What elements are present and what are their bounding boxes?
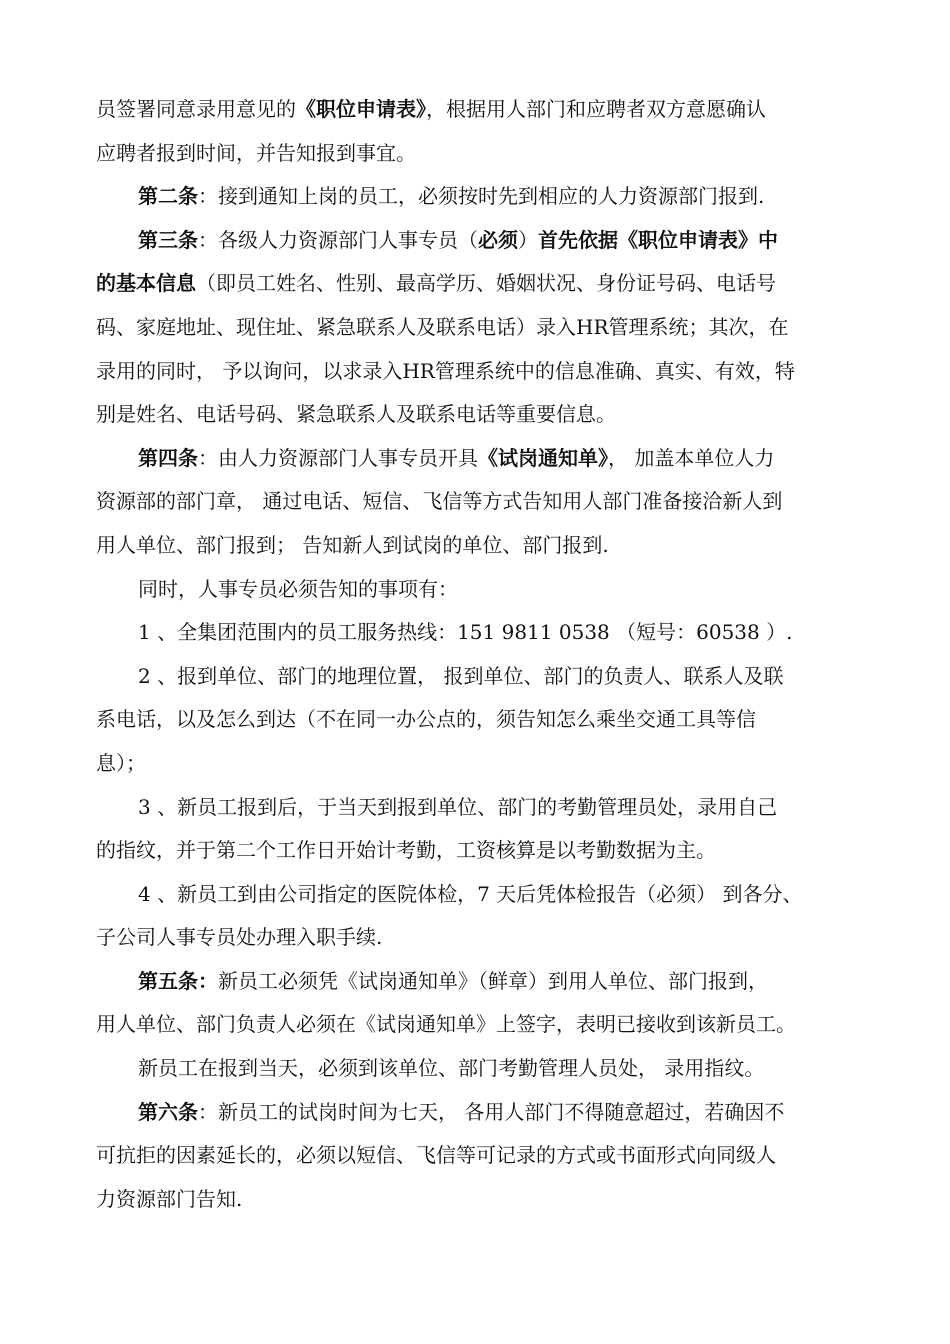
text-line [96,873,876,917]
bold-text-segment: 第五条： [138,968,218,993]
text-segment: 新员工必须凭《试岗通知单》（鲜章）到用人单位、部门报到， [218,968,768,993]
text-line [96,132,876,176]
text-segment: 新员工在报到当天，必须到该单位、部门考勤管理人员处， 录用指纹。 [138,1056,765,1081]
text-segment: 员签署同意录用意见的 [96,97,296,121]
text-line [96,1134,876,1178]
text-line [96,480,876,524]
text-segment: 别是姓名、电话号码、紧急联系人及联系电话等重要信息。 [96,402,616,427]
text-segment: 应聘者报到时间，并告知报到事宜。 [96,140,416,165]
text-segment: ） [518,227,538,252]
text-segment: 系电话，以及怎么到达（不在同一办公点的，须告知怎么乘坐交通工具等信 [96,707,756,732]
bold-text-segment: 首先依据《职位申请表》中 [538,227,778,252]
text-segment: （即员工姓名、性别、最高学历、婚姻状况、身份证号码、电话号 [196,271,776,296]
text-segment: 2 、报到单位、部门的地理位置， 报到单位、部门的负责人、联系人及联 [138,663,784,688]
bold-text-segment: 第三条 [138,227,198,252]
text-line [96,262,876,306]
text-segment: ：新员工的试岗时间为七天， 各用人部门不得随意超过，若确因不 [198,1099,785,1124]
text-segment: 用人单位、部门报到； 告知新人到试岗的单位、部门报到. [96,532,609,557]
bold-text-segment: 第二条 [138,184,198,209]
document-body [96,88,876,1221]
text-segment: ，根据用人部门和应聘者双方意愿确认 [426,97,766,121]
bold-text-segment: 的基本信息 [96,271,196,296]
text-segment: ：由人力资源部门人事专员开具 [198,445,478,470]
text-segment: 3 、新员工报到后，于当天到报到单位、部门的考勤管理员处，录用自己 [138,794,778,819]
text-line [96,698,876,742]
text-line [96,1047,876,1091]
text-segment: 1 、全集团范围内的员工服务热线：151 9811 0538 （短号：60538 ）. [138,620,793,645]
text-segment: 用人单位、部门负责人必须在《试岗通知单》上签字，表明已接收到该新员工。 [96,1012,796,1037]
text-line [96,524,876,568]
text-line [96,1091,876,1135]
text-segment: 可抗拒的因素延长的，必须以短信、飞信等可记录的方式或书面形式向同级人 [96,1143,776,1168]
text-line [96,960,876,1004]
text-segment: 录用的同时， 予以询问，以求录入HR管理系统中的信息准确、真实、有效，特 [96,358,795,383]
text-line [96,219,876,263]
text-segment: 的指纹，并于第二个工作日开始计考勤，工资核算是以考勤数据为主。 [96,838,716,863]
text-line [96,306,876,350]
bold-text-segment: 《试岗通知单》 [478,445,608,470]
text-segment: 码、家庭地址、现住址、紧急联系人及联系电话）录入HR管理系统；其次，在 [96,314,789,339]
text-line [96,393,876,437]
text-segment: 同时，人事专员必须告知的事项有： [138,576,458,601]
text-line [96,437,876,481]
text-segment: 子公司人事专员处办理入职手续. [96,925,383,950]
text-line [96,786,876,830]
text-segment: 力资源部门告知. [96,1186,243,1211]
text-line [96,916,876,960]
text-segment: 4 、新员工到由公司指定的医院体检，7 天后凭体检报告（必须） 到各分、 [138,881,803,906]
text-segment: 息）； [96,750,146,775]
text-segment: 资源部的部门章， 通过电话、短信、飞信等方式告知用人部门准备接洽新人到 [96,489,783,514]
text-segment: ， 加盖本单位人力 [608,445,775,470]
bold-text-segment: 必须 [478,227,518,252]
text-segment: ：接到通知上岗的员工，必须按时先到相应的人力资源部门报到. [198,184,765,209]
bold-text-segment: 第四条 [138,445,198,470]
text-line [96,568,876,612]
text-line [96,829,876,873]
text-line [96,742,876,786]
text-line [96,655,876,699]
bold-text-segment: 《职位申请表》 [296,97,426,121]
text-line [96,1178,876,1222]
bold-text-segment: 第六条 [138,1099,198,1124]
text-segment: ：各级人力资源部门人事专员（ [198,227,478,252]
text-line [96,1003,876,1047]
text-line [96,350,876,394]
text-line [96,175,876,219]
text-line [96,88,876,132]
text-line [96,611,876,655]
